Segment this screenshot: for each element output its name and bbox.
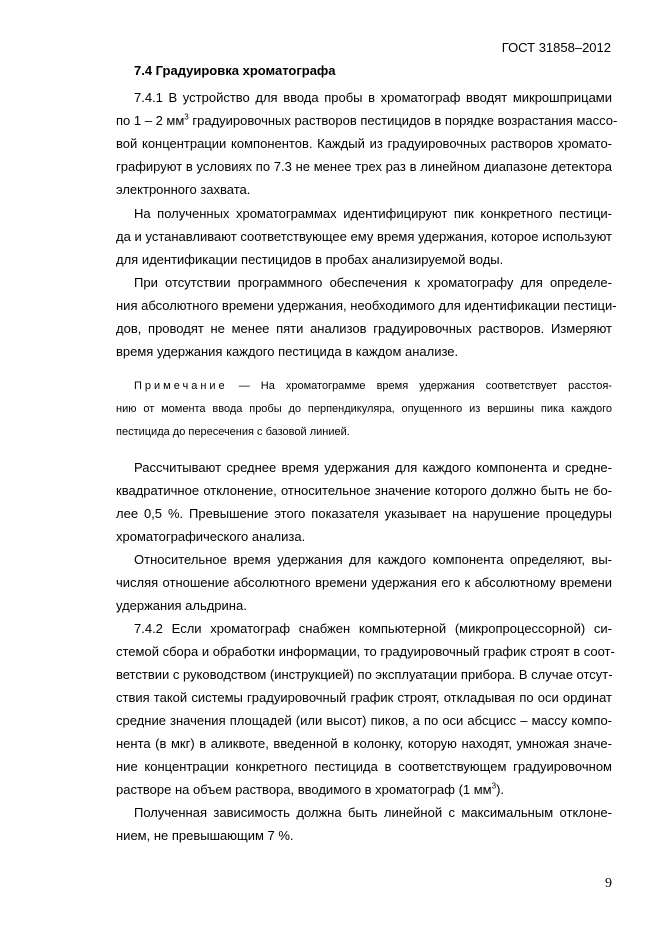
text-span: растворе на объем раствора, вводимого в хроматограф (1 мм	[116, 782, 492, 797]
text-line: ние концентрации конкретного пестицида в соответствующем градуировочном	[116, 759, 612, 774]
text-line: графируют в условиях по 7.3 не менее трех раз в линейном диапазоне детектора	[116, 159, 612, 174]
text-line: дов, проводят не менее пяти анализов градуировочных растворов. Измеряют	[116, 321, 612, 336]
note-line: нию от момента ввода пробы до перпендикуляра, опущенного из вершины пика каждого	[116, 403, 612, 415]
note-line	[116, 375, 612, 398]
paragraph-7-4-1	[116, 86, 618, 201]
text-line: вой концентрации компонентов. Каждый из градуировочных растворов хромато-	[116, 136, 612, 151]
note-dash: —	[227, 380, 261, 392]
text-line	[116, 778, 612, 801]
text-line: На полученных хроматограммах идентифицируют пик конкретного пестици-	[134, 206, 612, 221]
paragraph-mean-retention	[116, 456, 612, 548]
text-line: Рассчитывают среднее время удержания для каждого компонента и средне-	[134, 460, 612, 475]
text-line: удержания альдрина.	[116, 598, 247, 613]
document-code: ГОСТ 31858–2012	[501, 40, 611, 55]
text-line: время удержания каждого пестицида в каждом анализе.	[116, 344, 459, 359]
text-line: ствия такой системы градуировочный график строят, откладывая по оси ординат	[116, 690, 612, 705]
text-line: лее 0,5 %. Превышение этого показателя указывает на нарушение процедуры	[116, 506, 612, 521]
text-span: по 1 – 2 мм	[116, 113, 185, 128]
text-line: квадратичное отклонение, относительное значение которого должно быть не бо-	[116, 483, 612, 498]
text-line: Относительное время удержания для каждого компонента определяют, вы-	[134, 552, 612, 567]
text-line: При отсутствии программного обеспечения к хроматографу для определе-	[134, 275, 612, 290]
text-line: 7.4.2 Если хроматограф снабжен компьютерной (микропроцессорной) си-	[134, 621, 612, 636]
text-line: для идентификации пестицидов в пробах анализируемой воды.	[116, 252, 504, 267]
text-line: электронного захвата.	[116, 182, 251, 197]
section-title: 7.4 Градуировка хроматографа	[134, 63, 336, 78]
note-label: Примечание	[134, 380, 228, 392]
note-text: На хроматограмме время удержания соответствует расстоя-	[260, 380, 612, 392]
paragraph-relative-retention	[116, 548, 612, 617]
text-span: ).	[496, 782, 505, 797]
text-span: градуировочных растворов пестицидов в порядке возрастания массо-	[188, 113, 618, 128]
paragraph-identification	[116, 202, 612, 271]
text-line: нента (в мкг) в аликвоте, введенной в колонку, которую находят, умножая значе-	[116, 736, 612, 751]
note-line: пестицида до пересечения с базовой линией.	[116, 426, 350, 438]
text-line: числяя отношение абсолютного времени удержания его к абсолютному времени	[116, 575, 612, 590]
paragraph-linearity	[116, 801, 612, 847]
paragraph-retention-time	[116, 271, 617, 363]
text-line: Полученная зависимость должна быть линейной с максимальным отклоне-	[134, 805, 612, 820]
text-line: да и устанавливают соответствующее ему время удержания, которое используют	[116, 229, 612, 244]
note-block	[116, 375, 612, 444]
text-line: хроматографического анализа.	[116, 529, 306, 544]
text-line: средние значения площадей (или высот) пиков, а по оси абсцисс – массу компо-	[116, 713, 612, 728]
text-line: ния абсолютного времени удержания, необходимого для идентификации пестици-	[116, 298, 617, 313]
page-number: 9	[605, 876, 612, 891]
paragraph-7-4-2	[116, 617, 615, 801]
superscript: 3	[184, 112, 189, 122]
superscript: 3	[491, 781, 497, 791]
text-line: нием, не превышающим 7 %.	[116, 828, 294, 843]
text-line: ветствии с руководством (инструкцией) по эксплуатации прибора. В случае отсут-	[116, 667, 613, 682]
text-line: 7.4.1 В устройство для ввода пробы в хроматограф вводят микрошприцами	[134, 90, 612, 105]
text-line	[116, 109, 618, 132]
text-line: стемой сбора и обработки информации, то градуировочный график строят в соот-	[116, 644, 615, 659]
